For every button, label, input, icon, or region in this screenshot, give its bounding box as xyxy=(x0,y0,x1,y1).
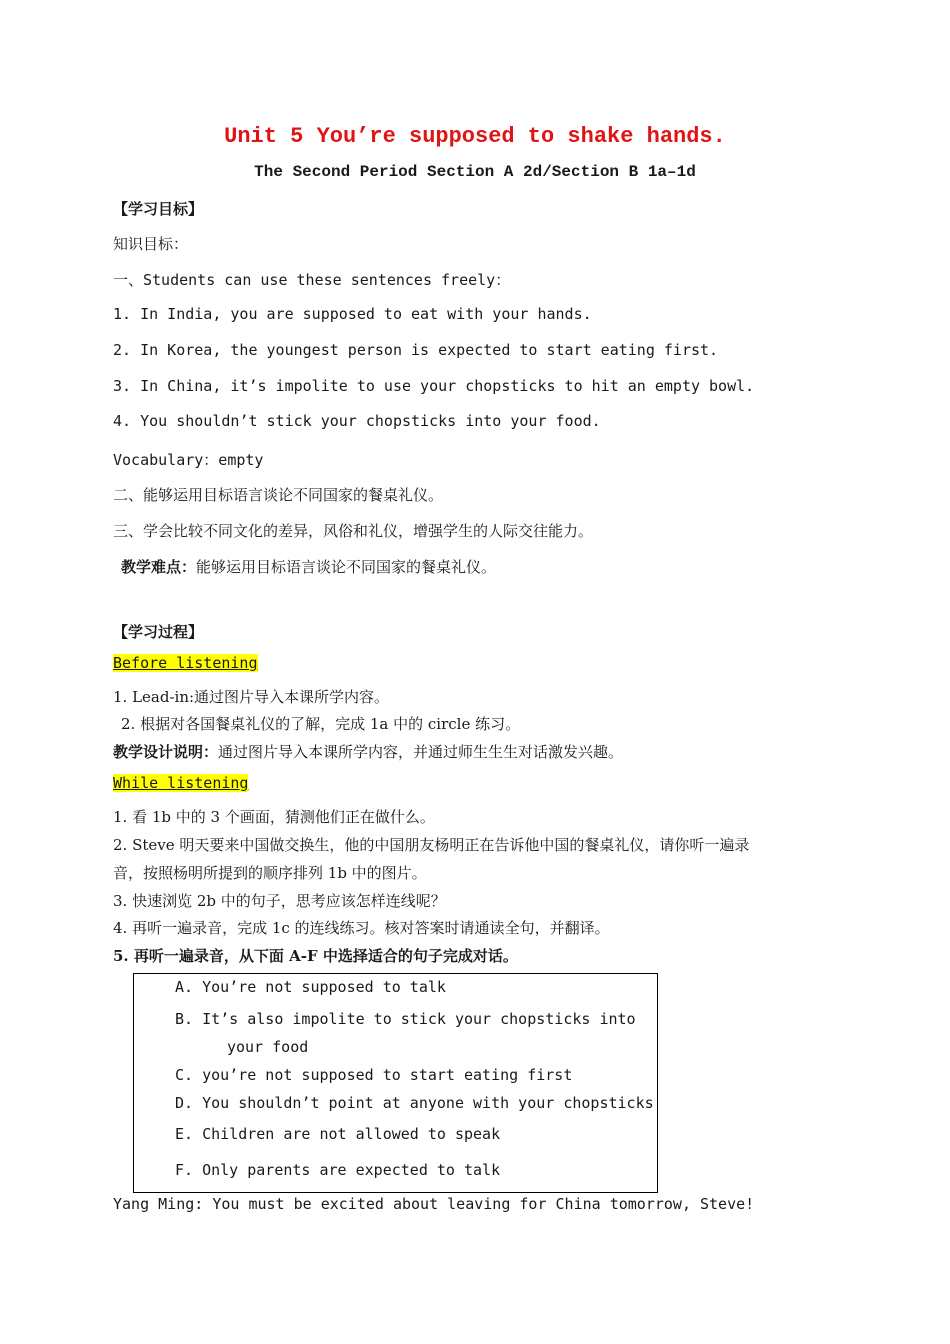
knowledge-label: 知识目标： xyxy=(113,235,189,253)
goal-sentence-4: 4. You shouldn’t stick your chopsticks into your food. xyxy=(113,412,601,430)
before-item-2: 2. 根据对各国餐桌礼仪的了解，完成 1a 中的 circle 练习。 xyxy=(121,715,521,733)
goal-item-3: 三、学会比较不同文化的差异，风俗和礼仪，增强学生的人际交往能力。 xyxy=(113,522,594,540)
while-item-2: 2. Steve 明天要来中国做交换生，他的中国朋友杨明正在告诉他中国的餐桌礼仪，请你听一遍录 xyxy=(113,836,750,854)
design-line xyxy=(113,741,623,762)
while-item-5: 5. 再听一遍录音，从下面 A-F 中选择适合的句子完成对话。 xyxy=(113,947,518,965)
option-f: F. Only parents are expected to talk xyxy=(175,1161,501,1179)
goals-heading: 【学习目标】 xyxy=(113,200,204,218)
while-item-3: 3. 快速浏览 2b 中的句子，思考应该怎样连线呢？ xyxy=(113,892,446,910)
while-listening-label: While listening xyxy=(113,774,249,792)
page-subtitle: The Second Period Section A 2d/Section B 1a–1d xyxy=(254,163,696,181)
page-title: Unit 5 You’re supposed to shake hands. xyxy=(224,124,726,149)
vocabulary-line: Vocabulary：empty xyxy=(113,451,264,469)
option-b: B. It’s also impolite to stick your chopsticks into xyxy=(175,1010,636,1028)
before-listening-label: Before listening xyxy=(113,654,258,672)
goal-sentence-2: 2. In Korea, the youngest person is expected to start eating first. xyxy=(113,341,719,359)
while-item-4: 4. 再听一遍录音，完成 1c 的连线练习。核对答案时请通读全句，并翻译。 xyxy=(113,919,610,937)
goal-item-2: 二、能够运用目标语言谈论不同国家的餐桌礼仪。 xyxy=(113,486,444,504)
process-heading: 【学习过程】 xyxy=(113,623,204,641)
while-item-1: 1. 看 1b 中的 3 个画面，猜测他们正在做什么。 xyxy=(113,808,435,826)
option-e: E. Children are not allowed to speak xyxy=(175,1125,501,1143)
option-c: C. you’re not supposed to start eating first xyxy=(175,1066,573,1084)
difficulty-text: 能够运用目标语言谈论不同国家的餐桌礼仪。 xyxy=(196,558,497,576)
before-item-1: 1. Lead-in:通过图片导入本课所学内容。 xyxy=(113,688,390,706)
dialogue-line: Yang Ming: You must be excited about leaving for China tomorrow, Steve! xyxy=(113,1195,755,1213)
design-text: 通过图片导入本课所学内容，并通过师生生生对话激发兴趣。 xyxy=(218,743,624,761)
option-d: D. You shouldn’t point at anyone with your chopsticks xyxy=(175,1094,654,1112)
design-label: 教学设计说明： xyxy=(113,743,219,761)
goal-item-1-intro: 一、Students can use these sentences freely： xyxy=(113,271,511,289)
goal-sentence-3: 3. In China, it’s impolite to use your chopsticks to hit an empty bowl. xyxy=(113,377,755,395)
option-b-cont: your food xyxy=(227,1038,309,1056)
while-item-2-cont: 音，按照杨明所提到的顺序排列 1b 中的图片。 xyxy=(113,864,427,882)
option-a: A. You’re not supposed to talk xyxy=(175,978,446,996)
difficulty-label: 教学难点： xyxy=(121,558,197,576)
difficulty-line xyxy=(121,556,496,577)
goal-sentence-1: 1. In India, you are supposed to eat with your hands. xyxy=(113,305,592,323)
